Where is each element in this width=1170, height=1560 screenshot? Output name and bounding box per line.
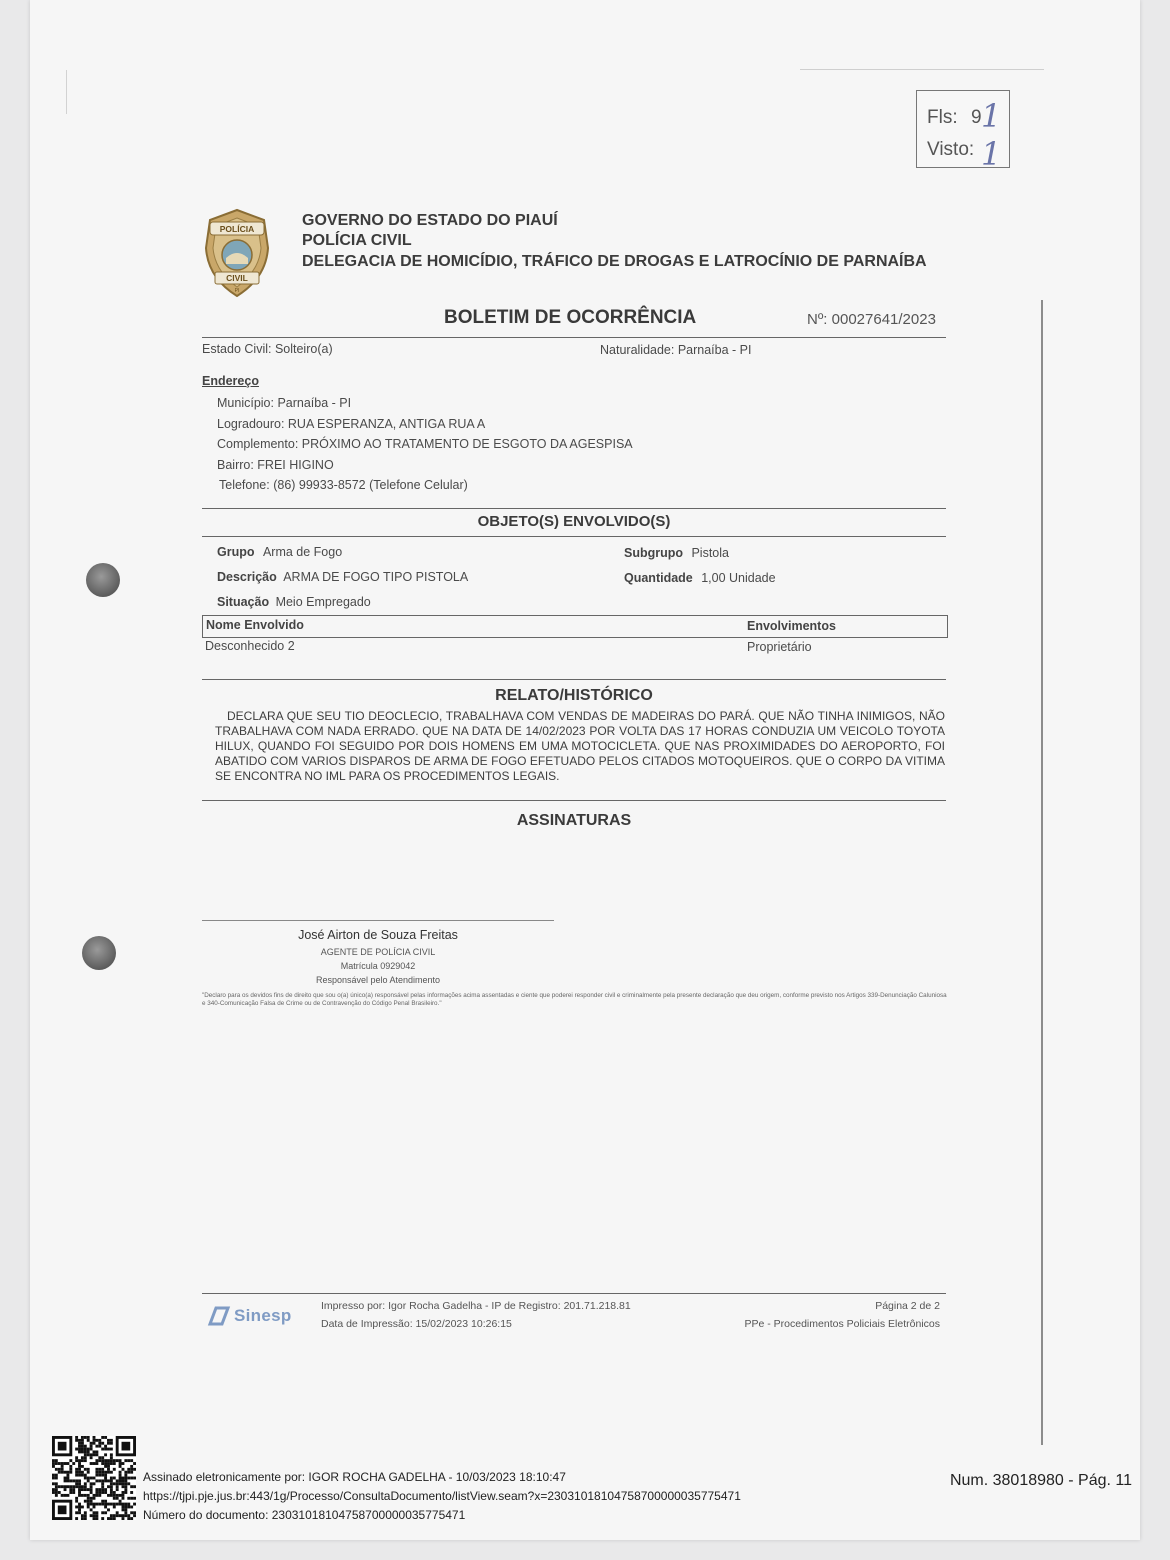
punch-hole: [82, 936, 116, 970]
objeto-situacao: [217, 593, 371, 611]
handwritten-page-number: 1 1: [981, 97, 1012, 173]
objeto-quantidade: [624, 569, 776, 587]
boletim-number: Nº: 00027641/2023: [807, 311, 936, 328]
badge-bottom-text: CIVIL: [226, 273, 248, 283]
page-edge-line: [1041, 300, 1043, 1445]
envolvido-envolvimento: Proprietário: [747, 640, 812, 654]
header-block: [302, 211, 927, 272]
col-envolvimentos: Envolvimentos: [747, 619, 836, 633]
endereco-bairro: Bairro: FREI HIGINO: [217, 457, 334, 472]
endereco-logradouro: Logradouro: RUA ESPERANZA, ANTIGA RUA A: [217, 416, 486, 431]
pje-num-pag: Num. 38018980 - Pág. 11: [949, 1472, 1132, 1489]
police-badge-icon: [202, 208, 272, 298]
header-police: POLÍCIA CIVIL: [302, 232, 412, 249]
estado-civil: Estado Civil: Solteiro(a): [202, 342, 333, 356]
divider: [202, 800, 946, 801]
signatory-responsavel: Responsável pelo Atendimento: [315, 975, 441, 985]
badge-state-text: PI: [234, 288, 240, 294]
descricao-label: Descrição: [217, 570, 277, 584]
divider: [202, 536, 946, 537]
declaration-text: "Declaro para os devidos fins de direito que sou o(a) único(a) responsável pelas informações acima assentadas e ciente que poderei responder civil e criminalmente pela presente declaração que deu origem, conforme previsto nos Artigos 339-Denunciação Caluniosa e 340-Comunicação Falsa de Crime ou de Contravenção do Código Penal Brasileiro.": [202, 992, 947, 1007]
visto-label: Visto:: [927, 139, 975, 160]
quantidade-value: 1,00 Unidade: [701, 571, 776, 585]
signatory-matricula: Matrícula 0929042: [340, 961, 416, 971]
badge-top-text: POLÍCIA: [219, 224, 255, 234]
pje-signature-block: [143, 1468, 741, 1525]
pje-numero-documento: Número do documento: 23031018104758700000035775471: [143, 1508, 466, 1522]
endereco-complemento: Complemento: PRÓXIMO AO TRATAMENTO DE ESGOTO DA AGESPISA: [217, 437, 633, 451]
qr-code-icon: [52, 1436, 136, 1520]
fls-visto-box: [916, 90, 1012, 173]
situacao-label: Situação: [217, 595, 270, 609]
signatory-role: AGENTE DE POLÍCIA CIVIL: [320, 947, 436, 957]
endereco-telefone: Telefone: (86) 99933-8572 (Telefone Celular): [219, 478, 468, 492]
signature-line: [202, 920, 554, 921]
grupo-label: Grupo: [217, 545, 255, 559]
sinesp-logo-text: Sinesp: [234, 1306, 292, 1325]
envolvidos-table-header: [202, 615, 948, 638]
ppe-label: PPe - Procedimentos Policiais Eletrônicos: [744, 1318, 940, 1330]
divider: [202, 337, 946, 338]
objeto-subgrupo: [624, 544, 729, 562]
impresso-por: Impresso por: Igor Rocha Gadelha - IP de Registro: 201.71.218.81: [321, 1300, 631, 1312]
assinaturas-title: ASSINATURAS: [516, 812, 632, 829]
header-delegacia: DELEGACIA DE HOMICÍDIO, TRÁFICO DE DROGAS E LATROCÍNIO DE PARNAÍBA: [302, 253, 927, 270]
footer-divider: [202, 1293, 946, 1294]
divider: [202, 508, 946, 509]
quantidade-label: Quantidade: [624, 571, 693, 585]
scan-mark: [800, 69, 1044, 70]
objeto-grupo: [217, 543, 342, 561]
pagina-number: Página 2 de 2: [875, 1300, 940, 1312]
fls-label: Fls:: [927, 107, 958, 128]
scan-mark: [66, 70, 67, 114]
endereco-block: [217, 393, 633, 496]
header-government: GOVERNO DO ESTADO DO PIAUÍ: [302, 212, 558, 229]
descricao-value: ARMA DE FOGO TIPO PISTOLA: [283, 570, 469, 584]
relato-text: DECLARA QUE SEU TIO DEOCLECIO, TRABALHAVA COM VENDAS DE MADEIRAS DO PARÁ. QUE NÃO TINHA INIMIGOS, NÃO TRABALHAVA COM NADA ERRADO. QUE NA DATA DE 14/02/2023 POR VOLTA DAS 17 HORAS CONDUZIA UM VEICOLO TOYOTA HILUX, QUANDO FOI SEGUIDO POR DOIS HOMENS EM UMA MOTOCICLETA. QUE NAS PROXIMIDADES DO AEROPORTO, FOI ABATIDO COM VARIOS DISPAROS DE ARMA DE FOGO EFETUADO PELOS CITADOS MOTOQUEIROS. QUE O CORPO DA VITIMA SE ENCONTRA NO IML PARA OS PROCEDIMENTOS LEGAIS.: [215, 709, 945, 783]
grupo-value: Arma de Fogo: [262, 545, 343, 559]
objetos-title: OBJETO(S) ENVOLVIDO(S): [477, 513, 671, 530]
pje-url[interactable]: https://tjpi.pje.jus.br:443/1g/Processo/ConsultaDocumento/listView.seam?x=23031018104758700000035775471: [143, 1489, 741, 1503]
envolvido-nome: Desconhecido 2: [205, 639, 295, 653]
divider: [202, 679, 946, 680]
boletim-title: BOLETIM DE OCORRÊNCIA: [444, 307, 697, 328]
document-page: [30, 0, 1140, 1540]
endereco-title: Endereço: [202, 374, 259, 388]
situacao-value: Meio Empregado: [275, 595, 371, 609]
punch-hole: [86, 563, 120, 597]
signatory-name: José Airton de Souza Freitas: [298, 928, 458, 942]
sinesp-logo-icon: [206, 1304, 232, 1328]
pje-assinado: Assinado eletronicamente por: IGOR ROCHA GADELHA - 10/03/2023 18:10:47: [143, 1470, 566, 1484]
relato-title: RELATO/HISTÓRICO: [495, 687, 653, 704]
endereco-municipio: Município: Parnaíba - PI: [217, 396, 352, 410]
subgrupo-value: Pistola: [691, 546, 729, 560]
data-impressao: Data de Impressão: 15/02/2023 10:26:15: [321, 1318, 512, 1330]
col-nome-envolvido: Nome Envolvido: [206, 618, 304, 632]
fls-number: 9: [971, 107, 982, 128]
naturalidade: Naturalidade: Parnaíba - PI: [600, 343, 752, 357]
subgrupo-label: Subgrupo: [624, 546, 684, 560]
objeto-descricao: [217, 568, 468, 586]
